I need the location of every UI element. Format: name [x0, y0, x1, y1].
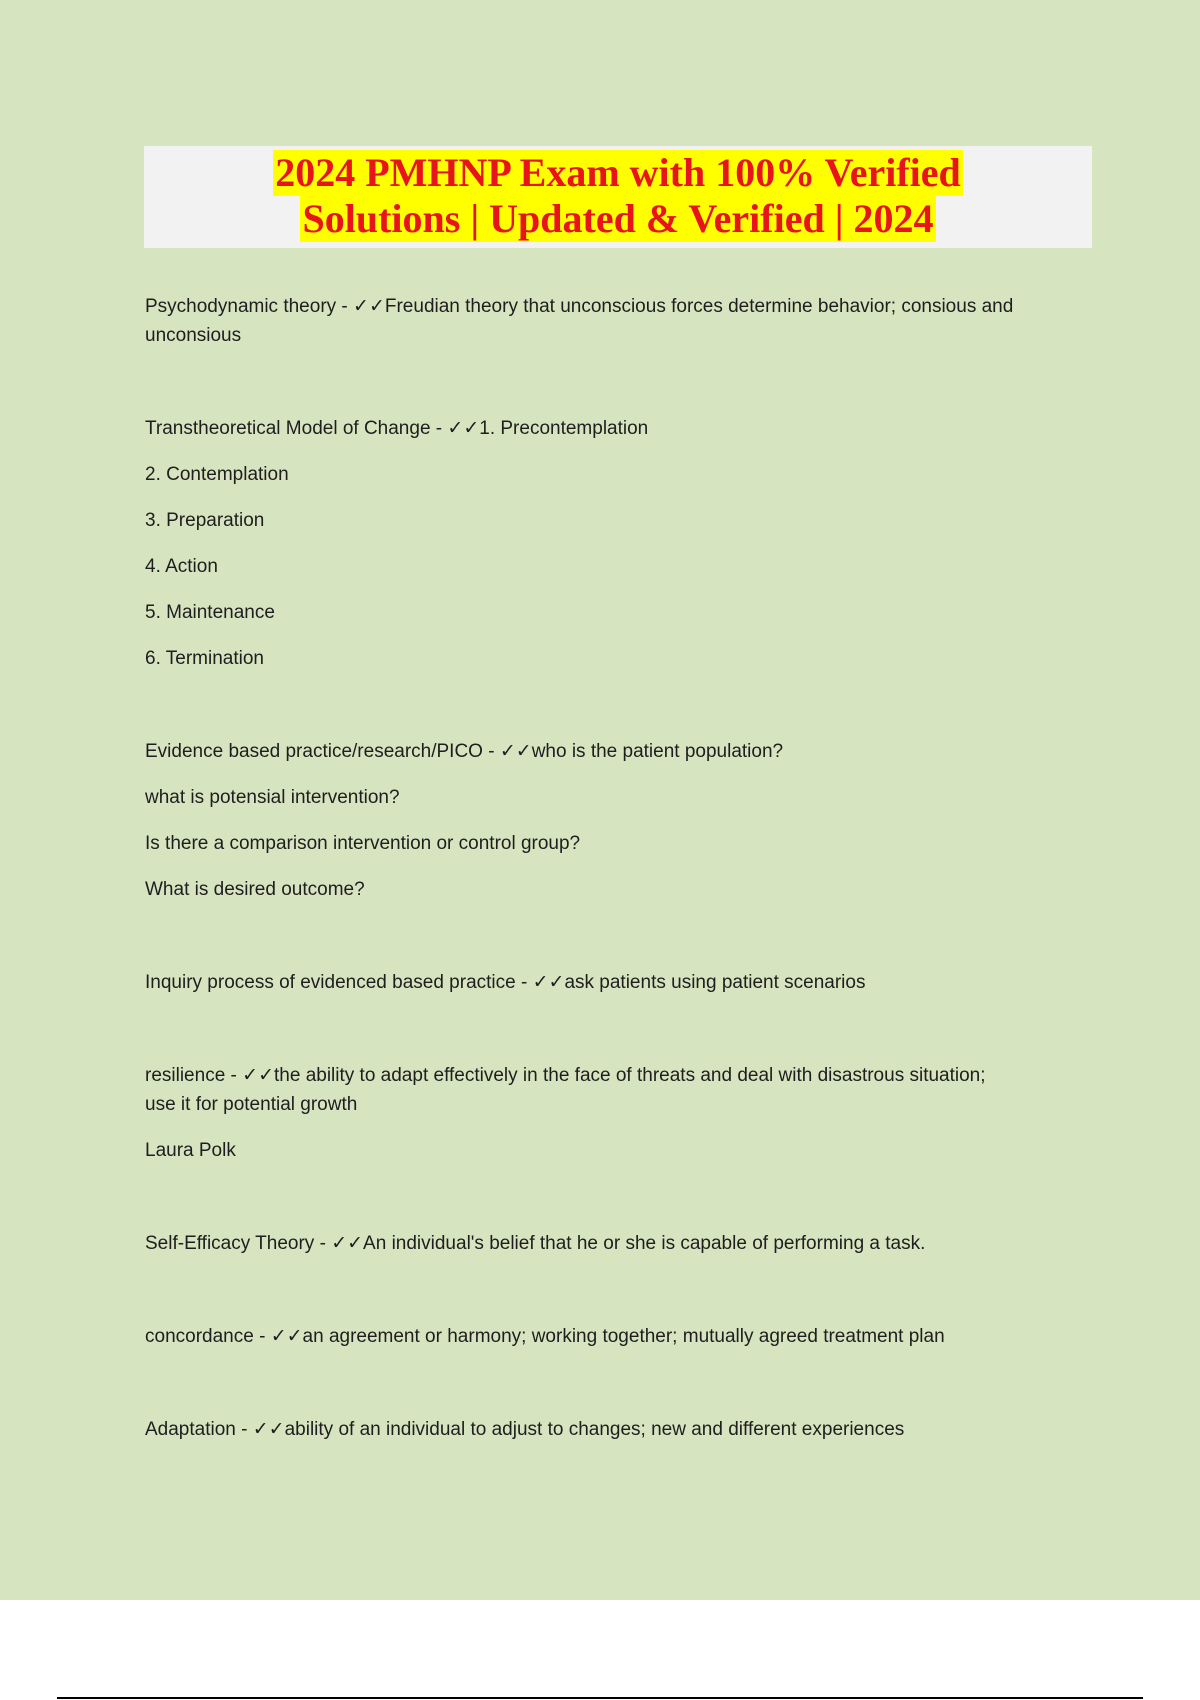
entry-first-line: [145, 1415, 1085, 1444]
double-check-icon: ✓✓: [447, 417, 480, 439]
entry-continuation: unconsious: [145, 325, 242, 346]
entry-term: resilience -: [145, 1065, 243, 1086]
entry-continuation: 4. Action: [145, 556, 218, 577]
entry-first-line: [145, 1229, 1085, 1258]
entry-definition: ask patients using patient scenarios: [564, 972, 866, 993]
entry-continuation: Is there a comparison intervention or control group?: [145, 833, 581, 854]
entry-first-line: [145, 968, 1085, 997]
entry-continuation: use it for potential growth: [145, 1094, 358, 1115]
flashcard-entry: [145, 1061, 1085, 1165]
entry-term: Self-Efficacy Theory -: [145, 1233, 332, 1254]
flashcard-entry: [145, 1415, 1085, 1444]
entry-continuation: 3. Preparation: [145, 510, 265, 531]
flashcard-entry: [145, 968, 1085, 997]
entry-definition: who is the patient population?: [531, 741, 784, 762]
double-check-icon: ✓✓: [242, 1064, 274, 1086]
entry-first-line: [145, 737, 1085, 766]
flashcard-list: [145, 292, 1085, 1444]
entry-term: Adaptation -: [145, 1419, 253, 1440]
entry-continuation: Laura Polk: [145, 1140, 236, 1161]
flashcard-entry: [145, 1229, 1085, 1258]
entry-first-line: [145, 1061, 1085, 1090]
entry-continuation: what is potensial intervention?: [145, 787, 400, 808]
entry-definition: An individual's belief that he or she is capable of performing a task.: [363, 1233, 926, 1254]
title-line-1: 2024 PMHNP Exam with 100% Verified: [275, 150, 961, 195]
double-check-icon: ✓✓: [353, 295, 385, 317]
flashcard-entry: [145, 1322, 1085, 1351]
entry-continuation: 5. Maintenance: [145, 602, 275, 623]
double-check-icon: ✓✓: [270, 1325, 303, 1347]
footer-divider: [57, 1697, 1143, 1699]
entry-continuation: 2. Contemplation: [145, 464, 289, 485]
title-banner: [144, 146, 1092, 248]
entry-definition: Freudian theory that unconscious forces determine behavior; consious and: [384, 296, 1014, 317]
flashcard-entry: [145, 292, 1085, 350]
entry-term: Transtheoretical Model of Change -: [145, 418, 448, 439]
entry-first-line: [145, 414, 1085, 443]
entry-term: Evidence based practice/research/PICO -: [145, 741, 500, 762]
entry-definition: an agreement or harmony; working together; mutually agreed treatment plan: [302, 1326, 945, 1347]
double-check-icon: ✓✓: [252, 1418, 285, 1440]
flashcard-entry: [145, 737, 1085, 904]
double-check-icon: ✓✓: [532, 971, 565, 993]
entry-definition: the ability to adapt effectively in the face of threats and deal with disastrous situation;: [274, 1065, 986, 1086]
entry-term: Inquiry process of evidenced based practice -: [145, 972, 533, 993]
entry-definition: 1. Precontemplation: [479, 418, 649, 439]
entry-first-line: [145, 1322, 1085, 1351]
double-check-icon: ✓✓: [331, 1232, 364, 1254]
entry-term: Psychodynamic theory -: [145, 296, 354, 317]
double-check-icon: ✓✓: [499, 740, 532, 762]
flashcard-entry: [145, 414, 1085, 673]
entry-continuation: 6. Termination: [145, 648, 264, 669]
entry-definition: ability of an individual to adjust to changes; new and different experiences: [284, 1419, 905, 1440]
entry-term: concordance -: [145, 1326, 271, 1347]
entry-continuation: What is desired outcome?: [145, 879, 365, 900]
title-line-2: Solutions | Updated & Verified | 2024: [302, 196, 934, 241]
entry-first-line: [145, 292, 1085, 321]
